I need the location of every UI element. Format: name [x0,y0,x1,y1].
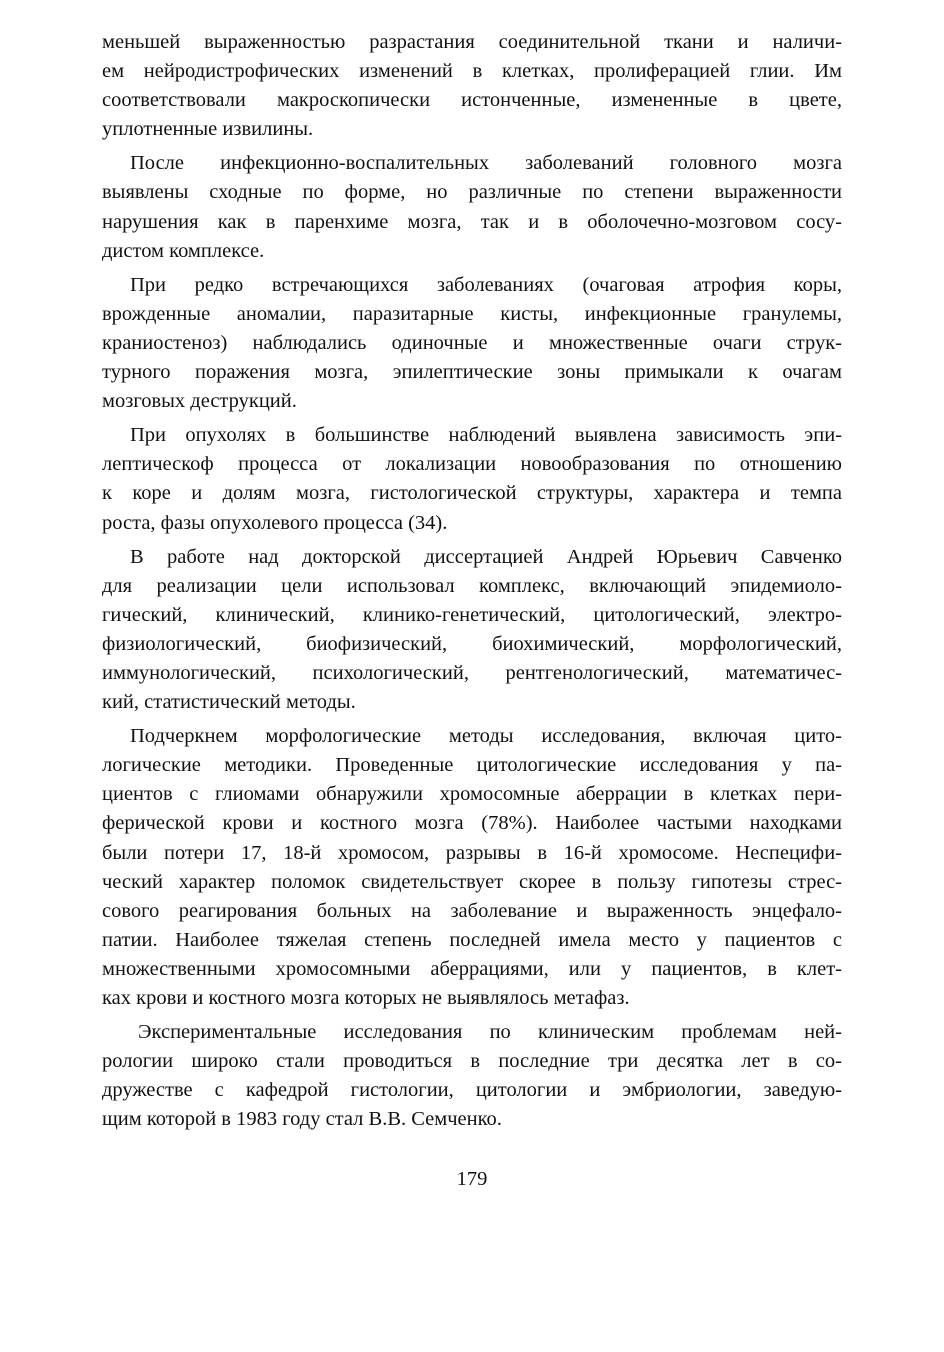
text-line: выявлены сходные по форме, но различные по степени выраженности [102,181,842,204]
page-body [102,28,842,1139]
text-line: Подчеркнем морфологические методы исследования, включая цито- [130,725,842,748]
text-line: нарушения как в паренхиме мозга, так и в оболочечно-мозговом сосу- [102,210,842,233]
text-line: кий, статистический методы. [102,691,356,714]
text-line: меньшей выраженностью разрастания соединительной ткани и наличи- [102,31,842,53]
text-line: патии. Наиболее тяжелая степень последней имела место у пациентов с [102,928,842,951]
text-line: щим которой в 1983 году стал В.В. Семченко. [102,1108,502,1131]
text-line: множественными хромосомными аберрациями, или у пациентов, в клет- [102,957,842,980]
text-line: краниостеноз) наблюдались одиночные и множественные очаги струк- [102,331,842,354]
text-line: физиологический, биофизический, биохимический, морфологический, [102,632,842,655]
paragraph-5 [102,543,842,718]
paragraph-3 [102,271,842,416]
text-line: В работе над докторской диссертацией Андрей Юрьевич Савченко [130,545,842,568]
text-line: для реализации цели использовал комплекс, включающий эпидемиоло- [102,574,842,597]
text-line: турного поражения мозга, эпилептические зоны примыкали к очагам [102,361,842,384]
text-line: ках крови и костного мозга которых не выявлялось метафаз. [102,987,630,1009]
text-line: дружестве с кафедрой гистологии, цитологии и эмбриологии, заведую- [102,1079,842,1102]
page-number: 179 [456,1168,488,1190]
text-line: При опухолях в большинстве наблюдений выявлена зависимость эпи- [130,424,842,447]
text-line: соответствовали макроскопически истонченные, измененные в цвете, [102,89,842,112]
text-line: ческий характер поломок свидетельствует скорее в пользу гипотезы стрес- [102,870,842,893]
text-line: рологии широко стали проводиться в последние три десятка лет в со- [102,1050,842,1073]
text-line: ферической крови и костного мозга (78%). Наиболее частыми находками [102,812,842,835]
text-line: врожденные аномалии, паразитарные кисты, инфекционные гранулемы, [102,302,842,325]
text-line: к коре и долям мозга, гистологической структуры, характера и темпа [102,482,842,505]
text-line: лептическоф процесса от локализации новообразования по отношению [102,453,842,476]
text-line: При редко встречающихся заболеваниях (очаговая атрофия коры, [130,273,842,296]
text-line: сового реагирования больных на заболевание и выраженность энцефало- [102,899,842,922]
text-line: иммунологический, психологический, рентгенологический, математичес- [102,661,842,684]
paragraph-6 [102,722,842,1013]
paragraph-7 [102,1018,842,1134]
paragraph-2 [102,149,842,265]
paragraph-4 [102,421,842,537]
text-line: были потери 17, 18-й хромосом, разрывы в 16-й хромосоме. Неспецифи- [102,841,842,864]
text-line: циентов с глиомами обнаружили хромосомные аберрации в клетках пери- [102,783,842,806]
text-line: После инфекционно-воспалительных заболеваний головного мозга [130,152,842,175]
text-line: ем нейродистрофических изменений в клетках, пролиферацией глии. Им [102,60,842,83]
text-line: роста, фазы опухолевого процесса (34). [102,511,448,534]
paragraph-1 [102,28,842,144]
text-line: логические методики. Проведенные цитологические исследования у па- [102,754,842,777]
text-line: мозговых деструкций. [102,390,297,413]
text-line: уплотненные извилины. [102,118,314,141]
text-line: дистом комплексе. [102,239,265,262]
text-line: Экспериментальные исследования по клиническим проблемам ней- [138,1021,842,1044]
text-line: гический, клинический, клинико-генетический, цитологический, электро- [102,603,842,626]
